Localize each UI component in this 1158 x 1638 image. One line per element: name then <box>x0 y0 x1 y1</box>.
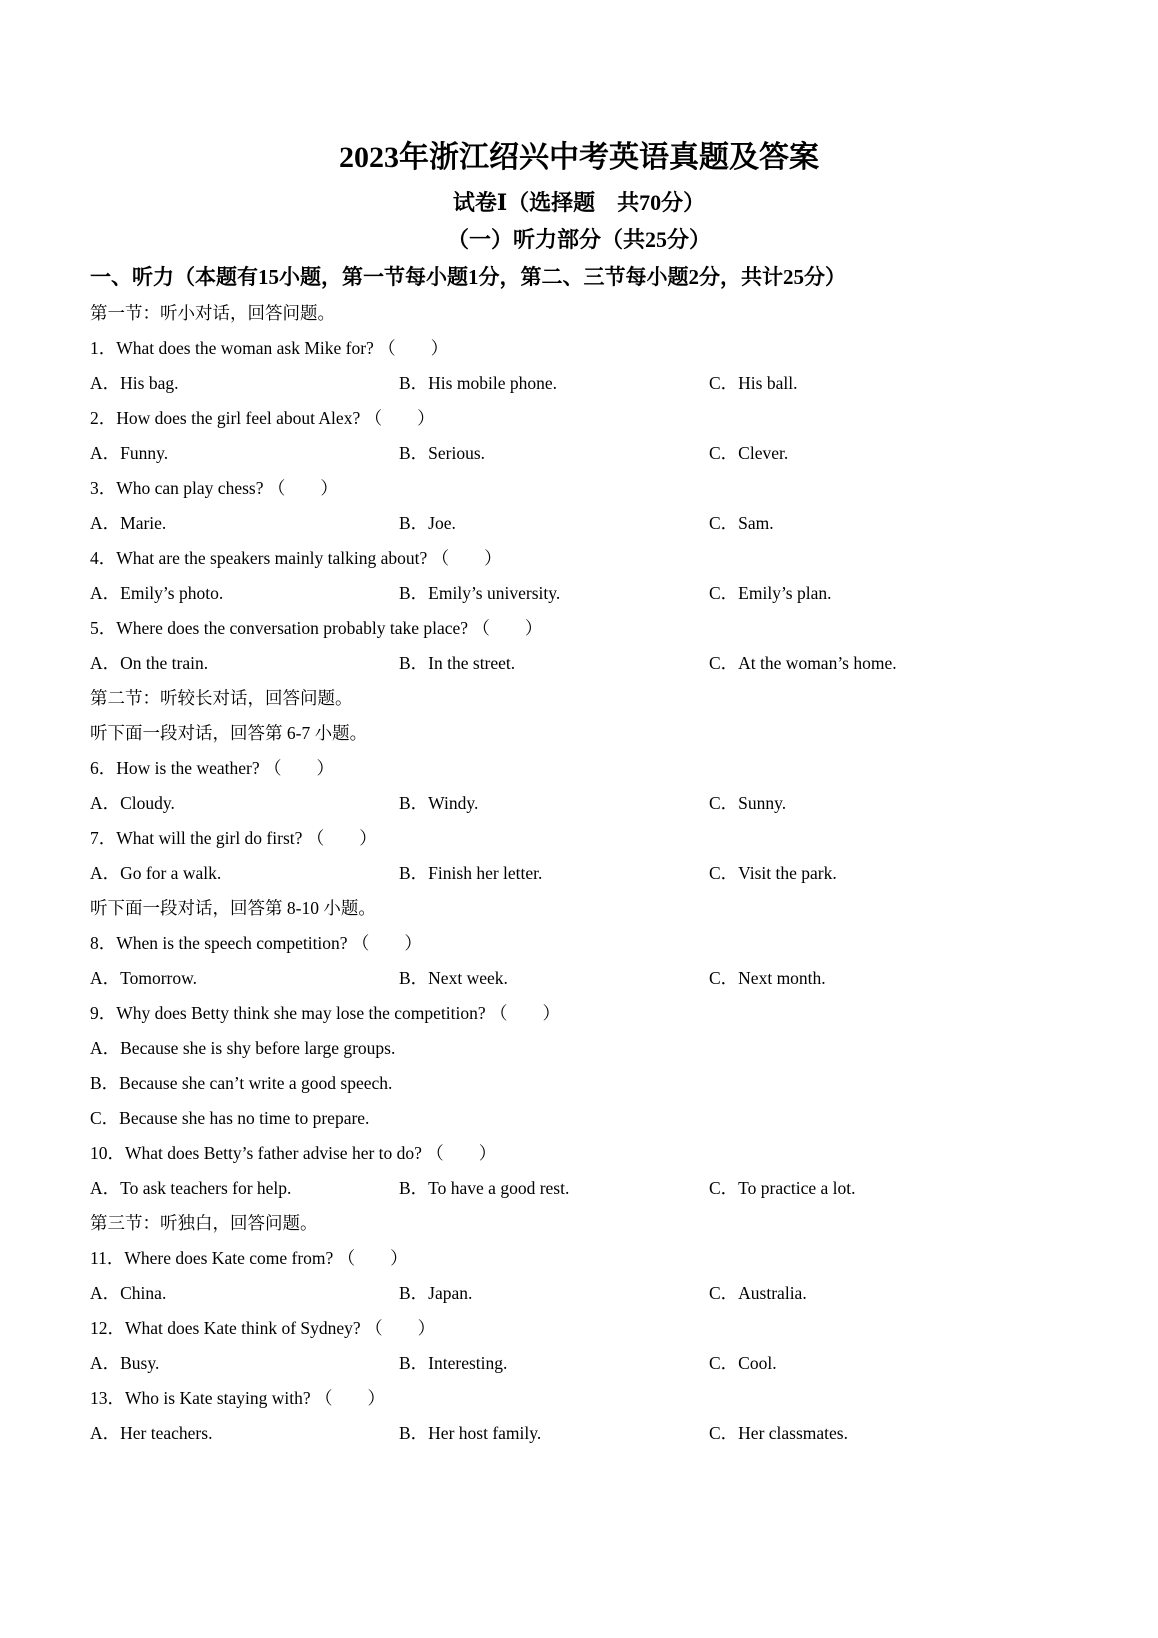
text-line: C．Because she has no time to prepare. <box>90 1108 370 1128</box>
answer-option: C．Sam. <box>709 513 774 533</box>
text-line: 3．Who can play chess? （ ） <box>90 478 338 498</box>
answer-option: C．Australia. <box>709 1283 807 1303</box>
answer-option: B．Next week. <box>399 968 508 988</box>
listening-heading: 一、听力（本题有15小题，第一节每小题1分，第二、三节每小题2分，共计25分） <box>90 265 846 289</box>
answer-options-row <box>90 576 1090 611</box>
answer-option: B．Windy. <box>399 793 479 813</box>
answer-option: C．His ball. <box>709 373 798 393</box>
answer-option: C．Clever. <box>709 443 789 463</box>
answer-option: C．At the woman’s home. <box>709 653 897 673</box>
text-line: 11．Where does Kate come from? （ ） <box>90 1248 408 1268</box>
answer-options-row <box>90 856 1090 891</box>
text-line: A．Because she is shy before large groups. <box>90 1038 396 1058</box>
text-line: 第三节：听独白，回答问题。 <box>90 1213 318 1233</box>
answer-option: C．Emily’s plan. <box>709 583 832 603</box>
answer-option: B．Japan. <box>399 1283 473 1303</box>
answer-option: C．Her classmates. <box>709 1423 848 1443</box>
answer-options-row <box>90 961 1090 996</box>
answer-option: B．To have a good rest. <box>399 1178 570 1198</box>
text-line: 5．Where does the conversation probably take place? （ ） <box>90 618 543 638</box>
text-line: 4．What are the speakers mainly talking about? （ ） <box>90 548 502 568</box>
text-line: 第一节：听小对话，回答问题。 <box>90 303 335 323</box>
answer-option: A．Emily’s photo. <box>90 583 224 603</box>
answer-options-row <box>90 366 1090 401</box>
answer-option: B．Interesting. <box>399 1353 508 1373</box>
text-line: 2．How does the girl feel about Alex? （ ） <box>90 408 435 428</box>
answer-option: B．His mobile phone. <box>399 373 557 393</box>
answer-option: B．In the street. <box>399 653 516 673</box>
text-line: 7．What will the girl do first? （ ） <box>90 828 377 848</box>
document-title: 2023年浙江绍兴中考英语真题及答案 <box>339 141 819 174</box>
text-line: 10．What does Betty’s father advise her to do? （ ） <box>90 1143 497 1163</box>
answer-option: A．On the train. <box>90 653 209 673</box>
answer-option: C．Sunny. <box>709 793 787 813</box>
answer-option: C．Next month. <box>709 968 826 988</box>
answer-options-row <box>90 506 1090 541</box>
text-line: 听下面一段对话，回答第 6-7 小题。 <box>90 723 368 743</box>
answer-option: B．Emily’s university. <box>399 583 561 603</box>
answer-option: A．His bag. <box>90 373 179 393</box>
question-list <box>90 296 1090 1451</box>
answer-option: C．Visit the park. <box>709 863 837 883</box>
answer-option: C．Cool. <box>709 1353 777 1373</box>
text-line: 听下面一段对话，回答第 8-10 小题。 <box>90 898 376 918</box>
text-line: 12．What does Kate think of Sydney? （ ） <box>90 1318 436 1338</box>
text-line: 第二节：听较长对话，回答问题。 <box>90 688 353 708</box>
answer-option: A．Tomorrow. <box>90 968 197 988</box>
answer-options-row <box>90 436 1090 471</box>
text-line: 6．How is the weather? （ ） <box>90 758 334 778</box>
answer-option: A．Funny. <box>90 443 169 463</box>
answer-options-row <box>90 646 1090 681</box>
answer-option: A．To ask teachers for help. <box>90 1178 292 1198</box>
text-line: 9．Why does Betty think she may lose the competition? （ ） <box>90 1003 560 1023</box>
text-line: B．Because she can’t write a good speech. <box>90 1073 393 1093</box>
answer-option: C．To practice a lot. <box>709 1178 856 1198</box>
answer-options-row <box>90 1276 1090 1311</box>
section-heading: （一）听力部分（共25分） <box>446 227 711 252</box>
text-line: 13．Who is Kate staying with? （ ） <box>90 1388 386 1408</box>
answer-options-row <box>90 1416 1090 1451</box>
answer-options-row <box>90 1346 1090 1381</box>
answer-option: A．Her teachers. <box>90 1423 213 1443</box>
answer-option: A．China. <box>90 1283 167 1303</box>
paper-part-heading: 试卷Ⅰ（选择题 共70分） <box>452 190 706 215</box>
answer-option: B．Finish her letter. <box>399 863 543 883</box>
text-line: 1．What does the woman ask Mike for? （ ） <box>90 338 449 358</box>
answer-option: A．Busy. <box>90 1353 160 1373</box>
answer-option: A．Marie. <box>90 513 167 533</box>
answer-option: B．Her host family. <box>399 1423 542 1443</box>
answer-option: B．Joe. <box>399 513 456 533</box>
answer-option: A．Go for a walk. <box>90 863 222 883</box>
text-line: 8．When is the speech competition? （ ） <box>90 933 422 953</box>
answer-options-row <box>90 1171 1090 1206</box>
answer-option: B．Serious. <box>399 443 486 463</box>
answer-option: A．Cloudy. <box>90 793 175 813</box>
answer-options-row <box>90 786 1090 821</box>
